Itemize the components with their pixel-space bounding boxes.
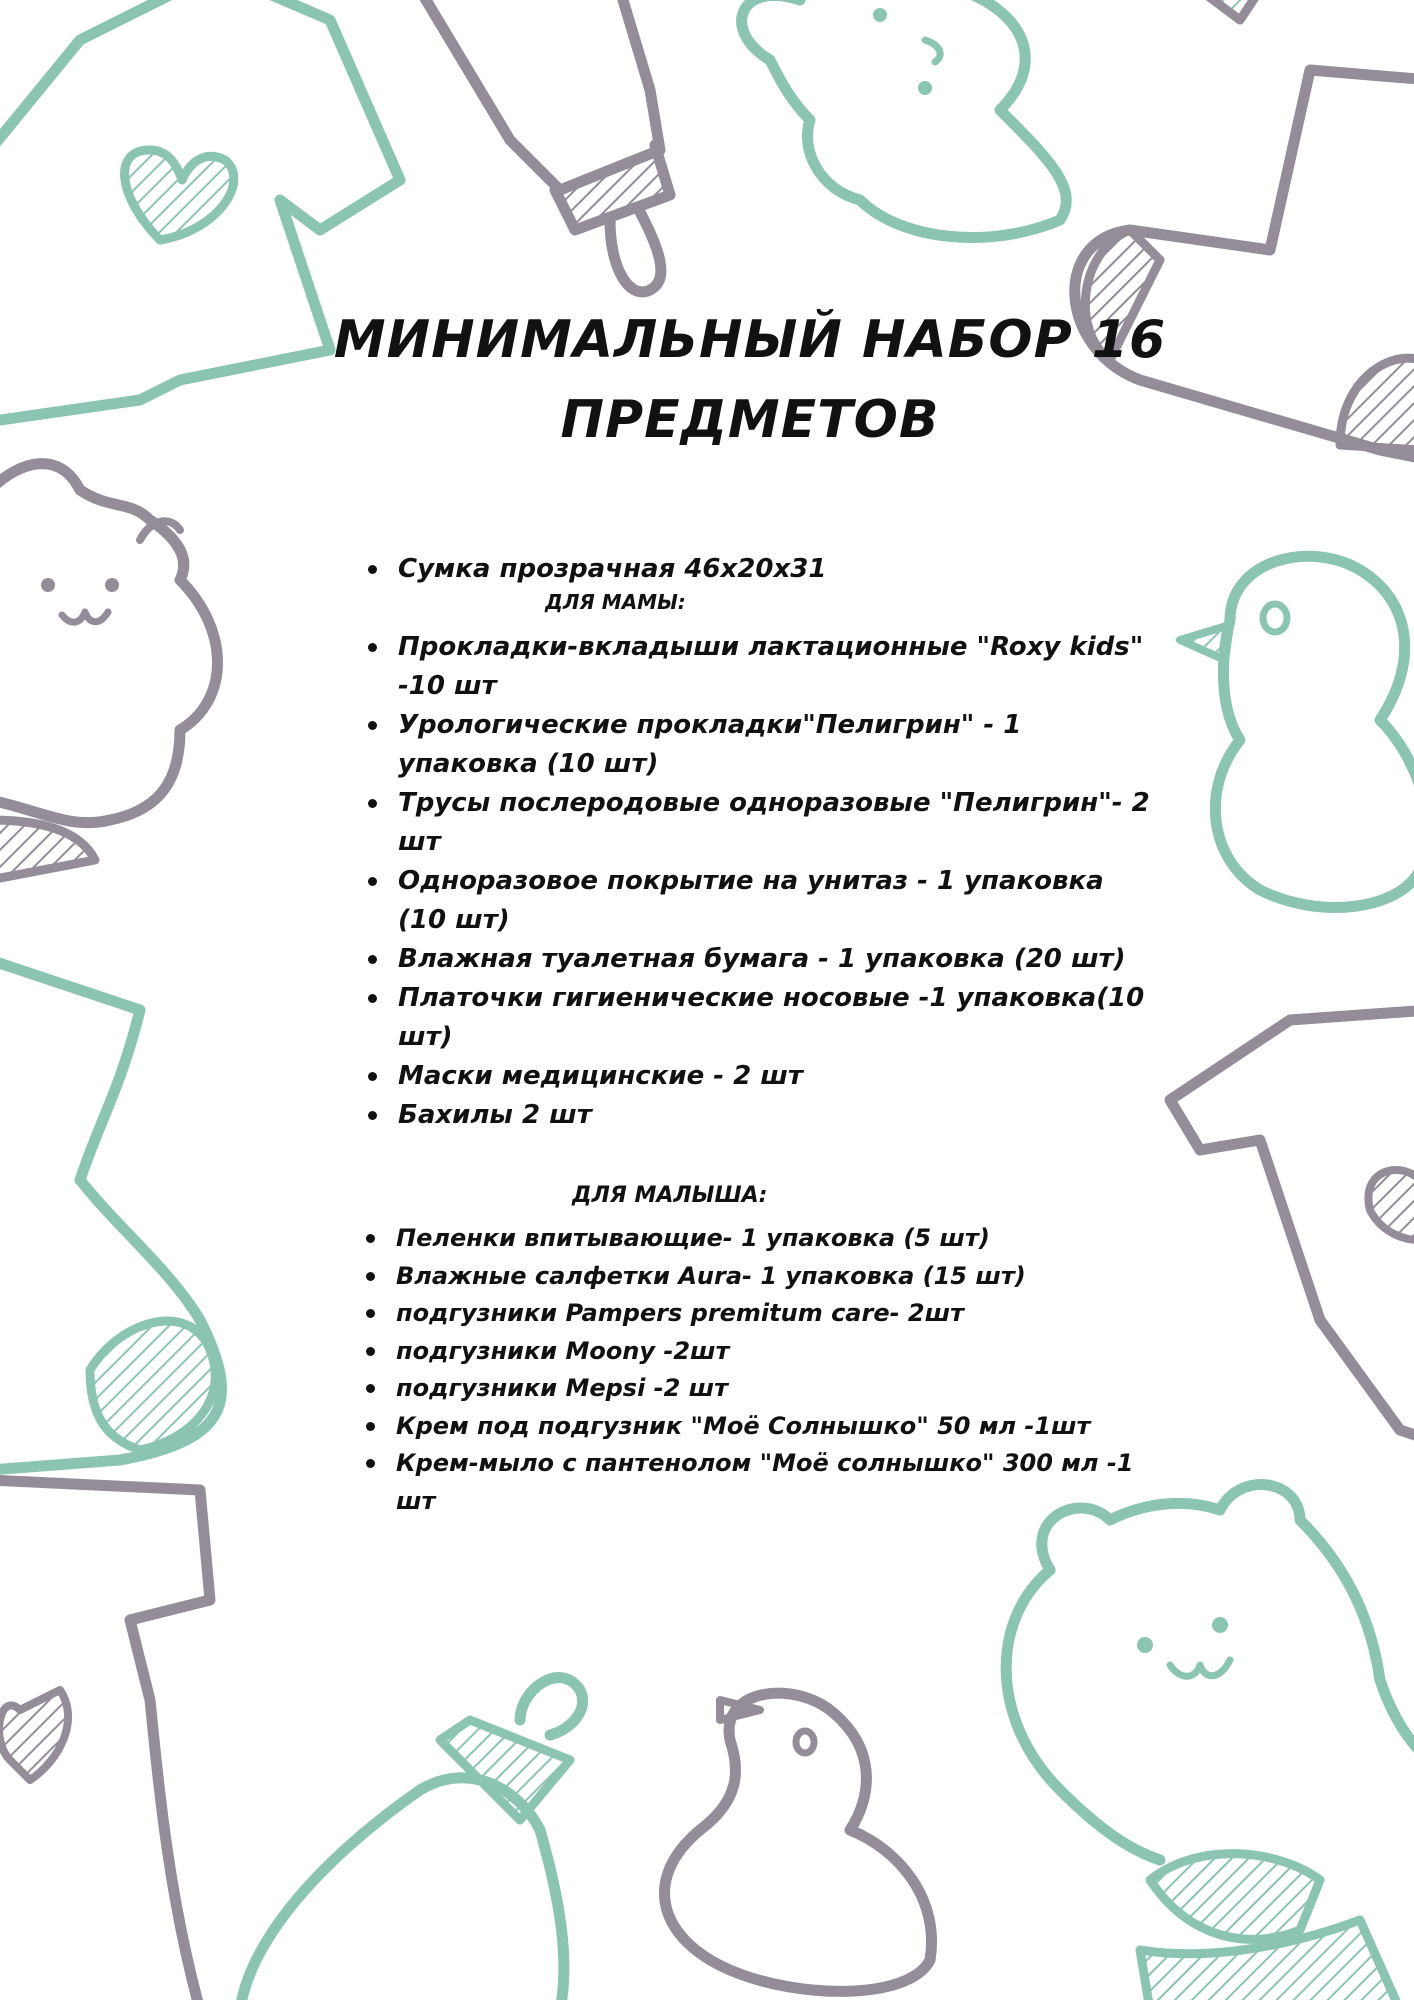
list-item: подгузники Moony -2шт bbox=[362, 1333, 1152, 1371]
mom-items-list bbox=[364, 628, 1154, 1135]
list-item: Влажная туалетная бумага - 1 упаковка (20 шт) bbox=[364, 940, 1154, 979]
list-item: Маски медицинские - 2 шт bbox=[364, 1057, 1154, 1096]
section-heading-mom: ДЛЯ МАМЫ: bbox=[545, 590, 686, 614]
page-title bbox=[300, 300, 1200, 460]
list-item: подгузники Pampers premitum care- 2шт bbox=[362, 1295, 1152, 1333]
list-item: Влажные салфетки Aura- 1 упаковка (15 шт) bbox=[362, 1258, 1152, 1296]
list-item: Платочки гигиенические носовые -1 упаковка(10 шт) bbox=[364, 979, 1154, 1057]
list-item: Сумка прозрачная 46х20х31 bbox=[364, 550, 1154, 589]
list-item: Одноразовое покрытие на унитаз - 1 упаковка (10 шт) bbox=[364, 862, 1154, 940]
page-title-line-1: МИНИМАЛЬНЫЙ НАБОР 16 bbox=[333, 310, 1167, 370]
baby-items-list bbox=[362, 1220, 1152, 1520]
section-heading-baby: ДЛЯ МАЛЫША: bbox=[572, 1183, 768, 1208]
list-item: Пеленки впитывающие- 1 упаковка (5 шт) bbox=[362, 1220, 1152, 1258]
list-item: Урологические прокладки"Пелигрин" - 1 упаковка (10 шт) bbox=[364, 706, 1154, 784]
list-item: Трусы послеродовые одноразовые "Пелигрин"- 2 шт bbox=[364, 784, 1154, 862]
page-title-line-2: ПРЕДМЕТОВ bbox=[560, 390, 940, 450]
top-item-list bbox=[364, 550, 1154, 589]
list-item: Прокладки-вкладыши лактационные "Roxy kids" -10 шт bbox=[364, 628, 1154, 706]
list-item: Крем под подгузник "Моё Солнышко" 50 мл -1шт bbox=[362, 1408, 1152, 1446]
list-item: подгузники Mepsi -2 шт bbox=[362, 1370, 1152, 1408]
list-item: Крем-мыло с пантенолом "Моё солнышко" 300 мл -1 шт bbox=[362, 1445, 1152, 1520]
list-item: Бахилы 2 шт bbox=[364, 1096, 1154, 1135]
